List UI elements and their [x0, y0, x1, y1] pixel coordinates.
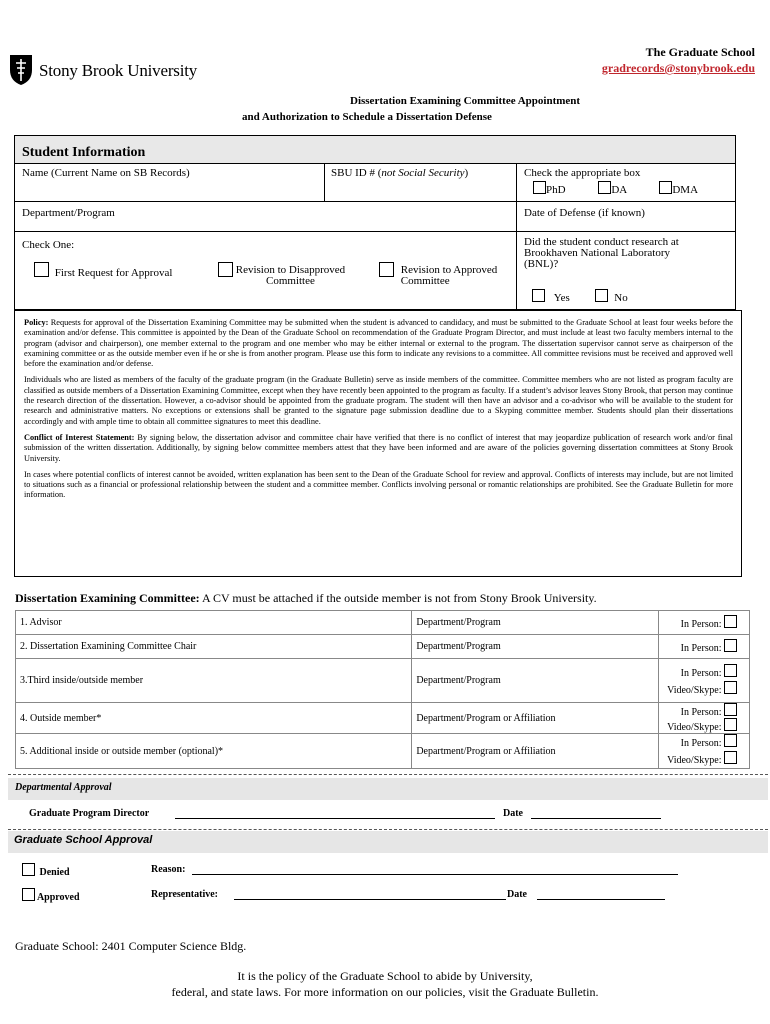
department-label: Department/Program: [22, 207, 115, 219]
attendance-cell: In Person: Video/Skype:: [658, 734, 749, 769]
dept-label: Department/Program: [412, 635, 659, 659]
member-label: 5. Additional inside or outside member (optional)*: [16, 734, 412, 769]
option-revision-disapproved[interactable]: Revision to Disapproved Committee: [218, 262, 345, 287]
bnl-yes-option[interactable]: Yes: [532, 292, 570, 304]
bnl-options: [532, 289, 628, 304]
checkbox-icon[interactable]: [22, 888, 35, 901]
bnl-question: Did the student conduct research at Brookhaven National Laboratory (BNL)?: [524, 236, 679, 270]
table-row: [16, 611, 750, 635]
degree-option-dma[interactable]: DMA: [659, 184, 698, 196]
departmental-approval-heading: Departmental Approval: [15, 782, 112, 793]
attendance-cell: In Person: Video/Skype:: [658, 659, 749, 703]
member-label: 3.Third inside/outside member: [16, 659, 412, 703]
policy-box: [14, 310, 742, 577]
conflict-cases-paragraph: In cases where potential conflicts of interest cannot be avoided, written explanation has been sent to the Dean of the Graduate School for review and approval. Conflicts of interests may include, but are not limited to situations such as a financial or professional relationship between the student and a committee member. Conflicts involving personal or romantic relationships are prohibited. See the Graduate Bulletin for more information.: [24, 469, 733, 500]
form-title-line1: Dissertation Examining Committee Appointment: [350, 95, 581, 107]
checkbox-icon[interactable]: [659, 181, 672, 194]
in-person-checkbox[interactable]: [724, 703, 737, 716]
degree-option-da[interactable]: DA: [598, 184, 626, 196]
committee-heading: Dissertation Examining Committee: A CV must be attached if the outside member is not from Stony Brook University.: [15, 591, 597, 605]
membership-paragraph: Individuals who are listed as members of the faculty of the graduate program (in the Graduate Bulletin) serve as inside members of the committee. Committee members who are not listed as program faculty are classified as outside members of a Dissertation Examining Committee, except when they have recently been appointed to the program as faculty. If a student’s advisor leaves Stony Brook, that person may continue the research direction of the dissertation. However, a co-advisor should be appointed from the graduate program. The student will then have an advisor and a co-advisor who will be available to the student for research and administrative matters. No exceptions or extensions shall be granted to the signature page submission deadline due to a Skyping committee member. Students should plan their dissertations accordingly and with ample time to obtain all committee signatures to meet this deadline.: [24, 375, 733, 426]
in-person-checkbox[interactable]: [724, 615, 737, 628]
degree-option-phd[interactable]: PhD: [533, 184, 566, 196]
approved-option[interactable]: Approved: [22, 888, 80, 903]
table-row: [16, 635, 750, 659]
checkbox-icon[interactable]: [533, 181, 546, 194]
representative-label: Representative:: [151, 889, 219, 900]
video-skype-checkbox[interactable]: [724, 681, 737, 694]
table-row: [16, 659, 750, 703]
checkbox-icon[interactable]: [218, 262, 233, 277]
attendance-cell: In Person: Video/Skype:: [658, 703, 749, 734]
denied-option[interactable]: Denied: [22, 863, 70, 878]
in-person-checkbox[interactable]: [724, 664, 737, 677]
dept-label: Department/Program: [412, 611, 659, 635]
conflict-paragraph: Conflict of Interest Statement: By signing below, the dissertation advisor and committee chair have verified that there is no conflict of interest that may jeopardize publication of research work and/or final submission of the written dissertation. Additionally, by signing below committee members attest that they have been informed and are aware of the policies governing dissertation committees at Stony Brook University.: [24, 432, 733, 463]
footer-policy-line1: It is the policy of the Graduate School to abide by University,: [237, 969, 533, 983]
member-label: 1. Advisor: [16, 611, 412, 635]
table-row: [16, 734, 750, 769]
checkbox-icon[interactable]: [532, 289, 545, 302]
degree-options: [533, 181, 698, 196]
checkbox-icon[interactable]: [34, 262, 49, 277]
representative-date-line[interactable]: [537, 899, 665, 900]
attendance-cell: In Person:: [658, 635, 749, 659]
gpd-date-label: Date: [503, 808, 523, 819]
member-label: 2. Dissertation Examining Committee Chair: [16, 635, 412, 659]
dept-label: Department/Program or Affiliation: [412, 703, 659, 734]
sbu-id-label: SBU ID # (not Social Security): [331, 167, 469, 179]
form-title-line2: and Authorization to Schedule a Dissertation Defense: [242, 111, 492, 123]
school-name: The Graduate School: [645, 45, 755, 59]
committee-table: [15, 610, 750, 769]
reason-line[interactable]: [192, 874, 678, 875]
checkbox-icon[interactable]: [595, 289, 608, 302]
contact-email[interactable]: gradrecords@stonybrook.edu: [601, 61, 755, 75]
university-shield-icon: [8, 54, 34, 86]
table-row: [16, 703, 750, 734]
check-one-label: Check One:: [22, 239, 75, 251]
checkbox-icon[interactable]: [22, 863, 35, 876]
video-skype-checkbox[interactable]: [724, 718, 737, 731]
gpd-label: Graduate Program Director: [29, 808, 150, 819]
policy-paragraph: Policy: Requests for approval of the Dissertation Examining Committee may be submitted when the student is advanced to candidacy, and must be submitted to the Graduate School at least four weeks before the examination and/or defense. This committee is appointed by the Dean of the Graduate School on recommendation of the Graduate Program Director, and must include at least two faculty members internal to the program (advisor and chairperson), one member external to the program and one member who may be either internal or external to the program. The dissertation supervisor cannot serve as chairperson of the examining committee or as the outside member even if he or she is from another program. Please use this form to indicate any revisions to a committee. All committee revisions must be received and approved well before the examination and/or defense.: [24, 318, 733, 369]
graduate-school-approval-heading: Graduate School Approval: [14, 834, 153, 846]
gpd-date-line[interactable]: [531, 818, 661, 819]
footer-policy-line2: federal, and state laws. For more information on our policies, visit the Graduate Bulletin.: [171, 985, 599, 999]
dept-label: Department/Program or Affiliation: [412, 734, 659, 769]
video-skype-checkbox[interactable]: [724, 751, 737, 764]
dept-label: Department/Program: [412, 659, 659, 703]
reason-label: Reason:: [151, 864, 186, 875]
student-info-heading: Student Information: [22, 145, 146, 160]
in-person-checkbox[interactable]: [724, 734, 737, 747]
office-address: Graduate School: 2401 Computer Science Bldg.: [15, 939, 247, 953]
member-label: 4. Outside member*: [16, 703, 412, 734]
in-person-checkbox[interactable]: [724, 639, 737, 652]
defense-date-label: Date of Defense (if known): [524, 207, 645, 219]
degree-check-label: Check the appropriate box: [524, 167, 641, 179]
representative-line[interactable]: [234, 899, 506, 900]
representative-date-label: Date: [507, 889, 527, 900]
name-label: Name (Current Name on SB Records): [22, 167, 190, 179]
option-first-request[interactable]: First Request for Approval: [34, 262, 172, 279]
attendance-cell: In Person:: [658, 611, 749, 635]
checkbox-icon[interactable]: [598, 181, 611, 194]
checkbox-icon[interactable]: [379, 262, 394, 277]
option-revision-approved[interactable]: Revision to Approved Committee: [379, 262, 497, 287]
gpd-signature-line[interactable]: [175, 818, 495, 819]
bnl-no-option[interactable]: No: [595, 292, 628, 304]
university-name: Stony Brook University: [39, 61, 198, 80]
